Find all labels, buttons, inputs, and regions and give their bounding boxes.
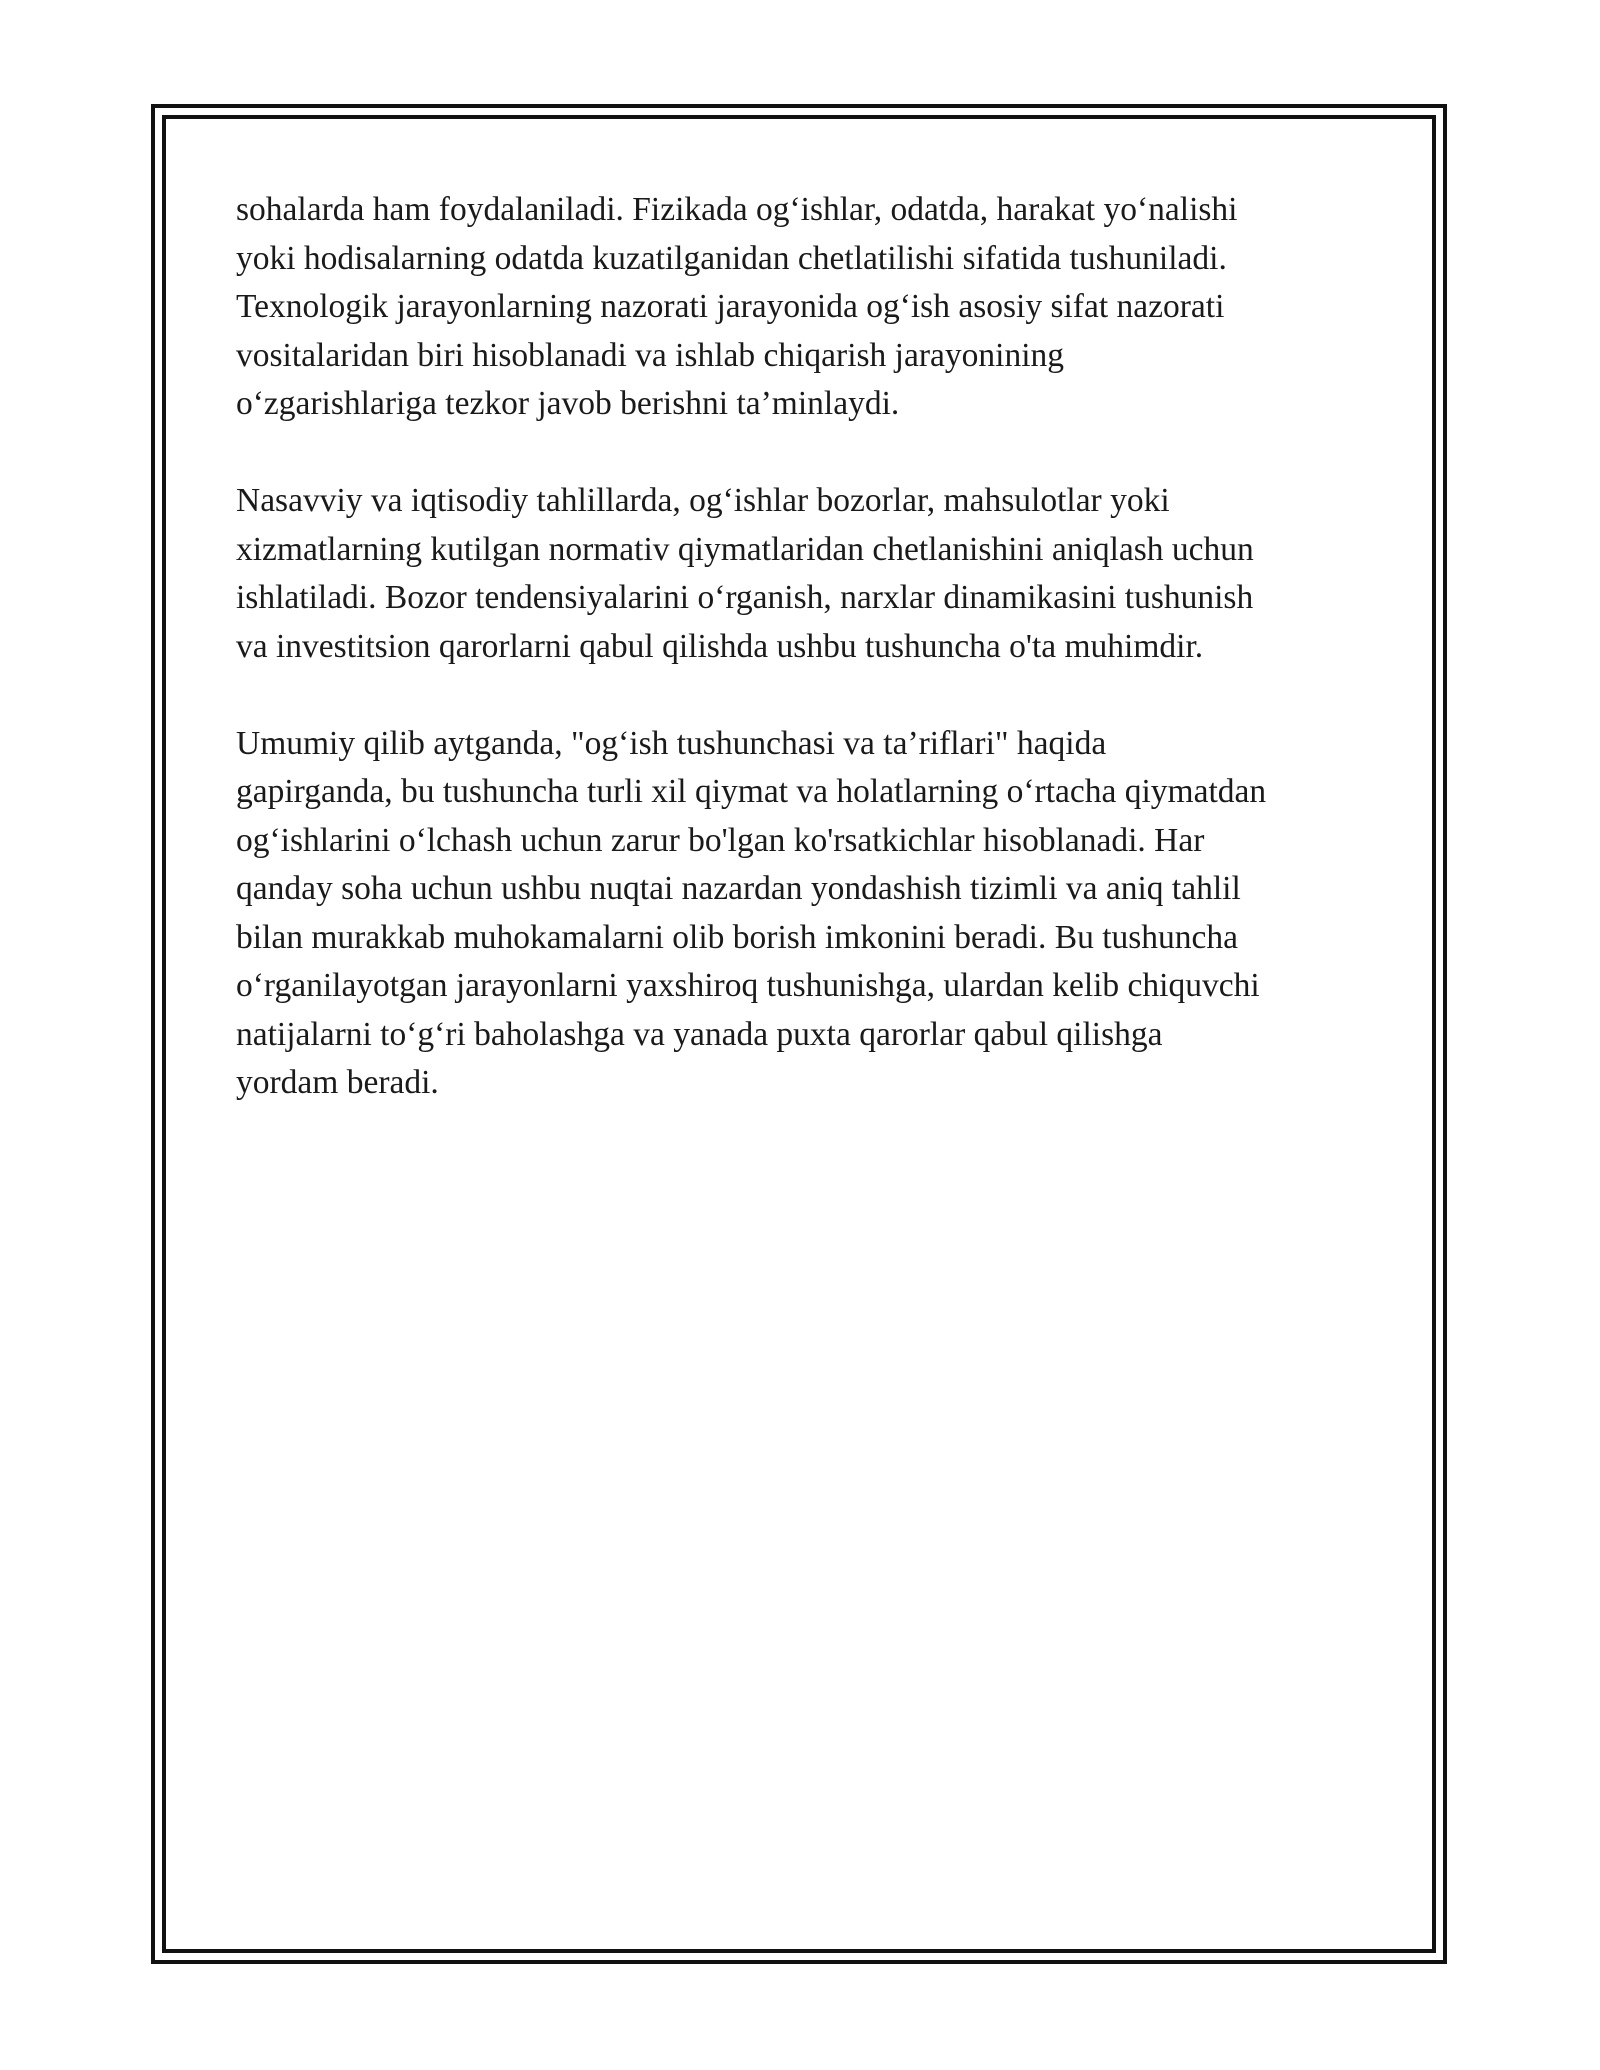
text-line: yordam beradi. (236, 1064, 439, 1101)
text-line: ishlatiladi. Bozor tendensiyalarini o‘rganish, narxlar dinamikasini tushunish (236, 579, 1254, 616)
text-line: og‘ishlarini o‘lchash uchun zarur bo'lgan ko'rsatkichlar hisoblanadi. Har (236, 821, 1205, 859)
text-line: vositalaridan biri hisoblanadi va ishlab chiqarish jarayonining (236, 336, 1064, 374)
text-line: xizmatlarning kutilgan normativ qiymatlaridan chetlanishini aniqlash uchun (236, 530, 1254, 568)
text-line: Texnologik jarayonlarning nazorati jarayonida og‘ish asosiy sifat nazorati (236, 288, 1225, 325)
text-line: o‘zgarishlariga tezkor javob berishni ta’minlaydi. (236, 385, 900, 422)
paragraph-1 (236, 186, 1386, 429)
text-line: sohalarda ham foydalaniladi. Fizikada og‘ishlar, odatda, harakat yo‘nalishi (236, 191, 1238, 228)
text-line: natijalarni to‘g‘ri baholashga va yanada puxta qarorlar qabul qilishga (236, 1015, 1163, 1053)
text-line: qanday soha uchun ushbu nuqtai nazardan yondashish tizimli va aniq tahlil (236, 870, 1241, 907)
text-line: yoki hodisalarning odatda kuzatilganidan chetlatilishi sifatida tushuniladi. (236, 239, 1227, 277)
text-line: va investitsion qarorlarni qabul qilishda ushbu tushuncha o'ta muhimdir. (236, 627, 1204, 665)
paragraph-3 (236, 720, 1386, 1108)
text-line: Umumiy qilib aytganda, "og‘ish tushunchasi va ta’riflari" haqida (236, 724, 1107, 762)
text-line: bilan murakkab muhokamalarni olib borish imkonini beradi. Bu tushuncha (236, 918, 1239, 956)
page-content (236, 186, 1386, 1156)
text-line: gapirganda, bu tushuncha turli xil qiymat va holatlarning o‘rtacha qiymatdan (236, 773, 1267, 810)
text-line: Nasavviy va iqtisodiy tahlillarda, og‘ishlar bozorlar, mahsulotlar yoki (236, 482, 1170, 519)
text-line: o‘rganilayotgan jarayonlarni yaxshiroq tushunishga, ulardan kelib chiquvchi (236, 967, 1260, 1004)
paragraph-2 (236, 477, 1386, 671)
